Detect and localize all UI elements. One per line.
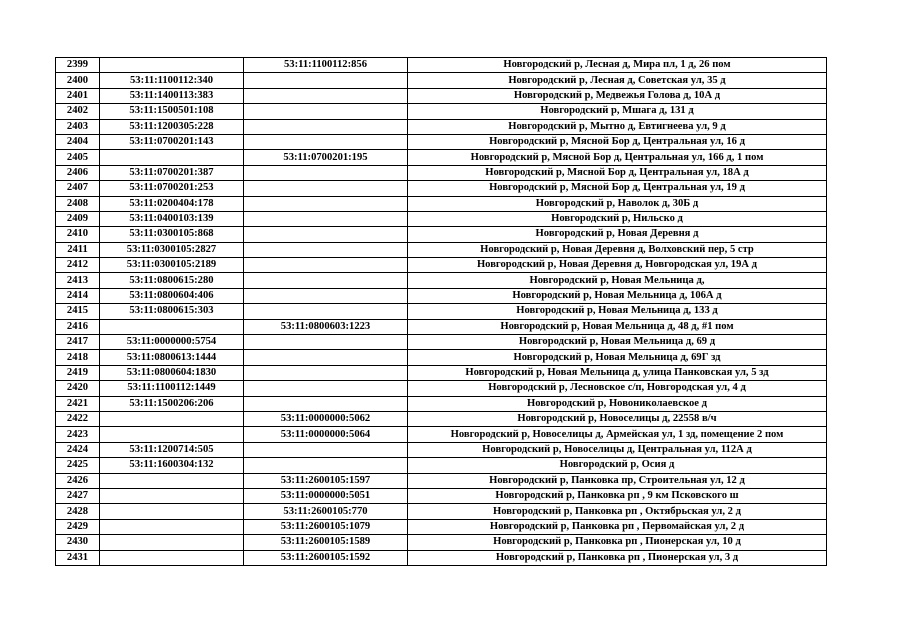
cadastral-number-cell: 53:11:0800604:406 (100, 288, 244, 303)
table-row (56, 227, 827, 242)
secondary-cadastral-number-cell (244, 196, 408, 211)
cadastral-number-cell: 53:11:1500206:206 (100, 396, 244, 411)
address-cell: Новгородский р, Новая Деревня д, Волховский пер, 5 стр (408, 242, 827, 257)
secondary-cadastral-number-cell: 53:11:0000000:5064 (244, 427, 408, 442)
address-cell: Новгородский р, Мясной Бор д, Центральная ул, 16 д (408, 134, 827, 149)
row-number-cell: 2401 (56, 88, 100, 103)
row-number-cell: 2427 (56, 488, 100, 503)
secondary-cadastral-number-cell (244, 165, 408, 180)
table-row (56, 535, 827, 550)
address-cell: Новгородский р, Новая Мельница д, улица Панковская ул, 5 зд (408, 365, 827, 380)
address-cell: Новгородский р, Мясной Бор д, Центральная ул, 19 д (408, 181, 827, 196)
table-row (56, 519, 827, 534)
address-cell: Новгородский р, Новоселицы д, Центральная ул, 112А д (408, 442, 827, 457)
address-cell: Новгородский р, Новая Мельница д, 48 д, #1 пом (408, 319, 827, 334)
cadastral-number-cell: 53:11:1100112:1449 (100, 381, 244, 396)
cadastral-number-cell (100, 535, 244, 550)
table-row (56, 442, 827, 457)
secondary-cadastral-number-cell (244, 365, 408, 380)
table-row (56, 258, 827, 273)
row-number-cell: 2420 (56, 381, 100, 396)
cadastral-number-cell (100, 550, 244, 565)
address-cell: Новгородский р, Новая Мельница д, 69Г зд (408, 350, 827, 365)
address-cell: Новгородский р, Панковка рп , Первомайская ул, 2 д (408, 519, 827, 534)
address-cell: Новгородский р, Новая Мельница д, 69 д (408, 335, 827, 350)
address-cell: Новгородский р, Мясной Бор д, Центральная ул, 166 д, 1 пом (408, 150, 827, 165)
row-number-cell: 2426 (56, 473, 100, 488)
secondary-cadastral-number-cell: 53:11:2600105:1589 (244, 535, 408, 550)
table-row (56, 181, 827, 196)
table-row (56, 396, 827, 411)
table-row (56, 119, 827, 134)
row-number-cell: 2410 (56, 227, 100, 242)
table-row (56, 196, 827, 211)
address-cell: Новгородский р, Панковка рп , Пионерская ул, 10 д (408, 535, 827, 550)
secondary-cadastral-number-cell: 53:11:0000000:5051 (244, 488, 408, 503)
secondary-cadastral-number-cell (244, 88, 408, 103)
row-number-cell: 2422 (56, 411, 100, 426)
cadastral-number-cell: 53:11:0800615:280 (100, 273, 244, 288)
registry-table (55, 57, 827, 566)
secondary-cadastral-number-cell (244, 442, 408, 457)
secondary-cadastral-number-cell: 53:11:0800603:1223 (244, 319, 408, 334)
row-number-cell: 2411 (56, 242, 100, 257)
cadastral-number-cell: 53:11:0800613:1444 (100, 350, 244, 365)
table-row (56, 319, 827, 334)
table-row (56, 273, 827, 288)
cadastral-number-cell: 53:11:0000000:5754 (100, 335, 244, 350)
secondary-cadastral-number-cell: 53:11:2600105:1597 (244, 473, 408, 488)
secondary-cadastral-number-cell (244, 119, 408, 134)
cadastral-number-cell: 53:11:1400113:383 (100, 88, 244, 103)
row-number-cell: 2425 (56, 458, 100, 473)
row-number-cell: 2409 (56, 211, 100, 226)
address-cell: Новгородский р, Панковка рп , Октябрьская ул, 2 д (408, 504, 827, 519)
row-number-cell: 2406 (56, 165, 100, 180)
address-cell: Новгородский р, Новая Деревня д, Новгородская ул, 19А д (408, 258, 827, 273)
secondary-cadastral-number-cell (244, 242, 408, 257)
secondary-cadastral-number-cell (244, 73, 408, 88)
row-number-cell: 2405 (56, 150, 100, 165)
table-row (56, 242, 827, 257)
table-row (56, 411, 827, 426)
table-row (56, 350, 827, 365)
table-row (56, 58, 827, 73)
cadastral-number-cell (100, 488, 244, 503)
row-number-cell: 2430 (56, 535, 100, 550)
table-row (56, 365, 827, 380)
table-row (56, 165, 827, 180)
address-cell: Новгородский р, Мясной Бор д, Центральная ул, 18А д (408, 165, 827, 180)
cadastral-number-cell: 53:11:0800615:303 (100, 304, 244, 319)
address-cell: Новгородский р, Медвежья Голова д, 10А д (408, 88, 827, 103)
cadastral-number-cell: 53:11:0300105:2827 (100, 242, 244, 257)
row-number-cell: 2403 (56, 119, 100, 134)
row-number-cell: 2431 (56, 550, 100, 565)
cadastral-number-cell: 53:11:0300105:868 (100, 227, 244, 242)
table-row (56, 88, 827, 103)
address-cell: Новгородский р, Новая Деревня д (408, 227, 827, 242)
cadastral-number-cell: 53:11:0700201:253 (100, 181, 244, 196)
secondary-cadastral-number-cell (244, 381, 408, 396)
table-row (56, 504, 827, 519)
row-number-cell: 2408 (56, 196, 100, 211)
cadastral-number-cell: 53:11:0400103:139 (100, 211, 244, 226)
table-row (56, 288, 827, 303)
table-row (56, 335, 827, 350)
secondary-cadastral-number-cell: 53:11:2600105:1079 (244, 519, 408, 534)
table-row (56, 488, 827, 503)
secondary-cadastral-number-cell (244, 335, 408, 350)
address-cell: Новгородский р, Мытно д, Евтигнеева ул, 9 д (408, 119, 827, 134)
address-cell: Новгородский р, Наволок д, 30Б д (408, 196, 827, 211)
table-row (56, 134, 827, 149)
row-number-cell: 2419 (56, 365, 100, 380)
secondary-cadastral-number-cell (244, 273, 408, 288)
table-row (56, 550, 827, 565)
table-row (56, 104, 827, 119)
secondary-cadastral-number-cell: 53:11:0000000:5062 (244, 411, 408, 426)
cadastral-number-cell: 53:11:1600304:132 (100, 458, 244, 473)
cadastral-number-cell: 53:11:0300105:2189 (100, 258, 244, 273)
row-number-cell: 2417 (56, 335, 100, 350)
cadastral-number-cell: 53:11:1500501:108 (100, 104, 244, 119)
row-number-cell: 2400 (56, 73, 100, 88)
secondary-cadastral-number-cell (244, 288, 408, 303)
registry-table-body (56, 58, 827, 566)
table-row (56, 458, 827, 473)
row-number-cell: 2415 (56, 304, 100, 319)
cadastral-number-cell: 53:11:1200714:505 (100, 442, 244, 457)
secondary-cadastral-number-cell: 53:11:2600105:770 (244, 504, 408, 519)
cadastral-number-cell (100, 473, 244, 488)
row-number-cell: 2418 (56, 350, 100, 365)
table-row (56, 381, 827, 396)
table-row (56, 473, 827, 488)
address-cell: Новгородский р, Панковка рп , 9 км Псковского ш (408, 488, 827, 503)
secondary-cadastral-number-cell (244, 458, 408, 473)
row-number-cell: 2412 (56, 258, 100, 273)
cadastral-number-cell (100, 504, 244, 519)
table-row (56, 150, 827, 165)
secondary-cadastral-number-cell: 53:11:1100112:856 (244, 58, 408, 73)
secondary-cadastral-number-cell (244, 396, 408, 411)
table-row (56, 73, 827, 88)
address-cell: Новгородский р, Новониколаевское д (408, 396, 827, 411)
table-row (56, 211, 827, 226)
secondary-cadastral-number-cell (244, 181, 408, 196)
row-number-cell: 2423 (56, 427, 100, 442)
address-cell: Новгородский р, Новая Мельница д, (408, 273, 827, 288)
row-number-cell: 2402 (56, 104, 100, 119)
cadastral-number-cell (100, 150, 244, 165)
table-row (56, 427, 827, 442)
row-number-cell: 2407 (56, 181, 100, 196)
secondary-cadastral-number-cell (244, 134, 408, 149)
secondary-cadastral-number-cell (244, 304, 408, 319)
address-cell: Новгородский р, Новоселицы д, Армейская ул, 1 зд, помещение 2 пом (408, 427, 827, 442)
row-number-cell: 2413 (56, 273, 100, 288)
cadastral-number-cell (100, 519, 244, 534)
secondary-cadastral-number-cell (244, 350, 408, 365)
cadastral-number-cell: 53:11:0700201:387 (100, 165, 244, 180)
row-number-cell: 2414 (56, 288, 100, 303)
row-number-cell: 2424 (56, 442, 100, 457)
cadastral-number-cell: 53:11:0800604:1830 (100, 365, 244, 380)
secondary-cadastral-number-cell (244, 227, 408, 242)
cadastral-number-cell (100, 58, 244, 73)
address-cell: Новгородский р, Панковка пр, Строительная ул, 12 д (408, 473, 827, 488)
secondary-cadastral-number-cell: 53:11:2600105:1592 (244, 550, 408, 565)
row-number-cell: 2429 (56, 519, 100, 534)
row-number-cell: 2404 (56, 134, 100, 149)
row-number-cell: 2399 (56, 58, 100, 73)
secondary-cadastral-number-cell (244, 104, 408, 119)
address-cell: Новгородский р, Новая Мельница д, 106А д (408, 288, 827, 303)
cadastral-number-cell: 53:11:0700201:143 (100, 134, 244, 149)
secondary-cadastral-number-cell (244, 211, 408, 226)
row-number-cell: 2428 (56, 504, 100, 519)
address-cell: Новгородский р, Лесновское с/п, Новгородская ул, 4 д (408, 381, 827, 396)
cadastral-number-cell: 53:11:1100112:340 (100, 73, 244, 88)
address-cell: Новгородский р, Новая Мельница д, 133 д (408, 304, 827, 319)
cadastral-number-cell: 53:11:0200404:178 (100, 196, 244, 211)
address-cell: Новгородский р, Лесная д, Мира пл, 1 д, 26 пом (408, 58, 827, 73)
address-cell: Новгородский р, Осия д (408, 458, 827, 473)
row-number-cell: 2416 (56, 319, 100, 334)
row-number-cell: 2421 (56, 396, 100, 411)
cadastral-number-cell: 53:11:1200305:228 (100, 119, 244, 134)
cadastral-number-cell (100, 411, 244, 426)
address-cell: Новгородский р, Мшага д, 131 д (408, 104, 827, 119)
cadastral-number-cell (100, 427, 244, 442)
address-cell: Новгородский р, Новоселицы д, 22558 в/ч (408, 411, 827, 426)
cadastral-number-cell (100, 319, 244, 334)
secondary-cadastral-number-cell (244, 258, 408, 273)
address-cell: Новгородский р, Нильско д (408, 211, 827, 226)
address-cell: Новгородский р, Панковка рп , Пионерская ул, 3 д (408, 550, 827, 565)
table-row (56, 304, 827, 319)
secondary-cadastral-number-cell: 53:11:0700201:195 (244, 150, 408, 165)
address-cell: Новгородский р, Лесная д, Советская ул, 35 д (408, 73, 827, 88)
